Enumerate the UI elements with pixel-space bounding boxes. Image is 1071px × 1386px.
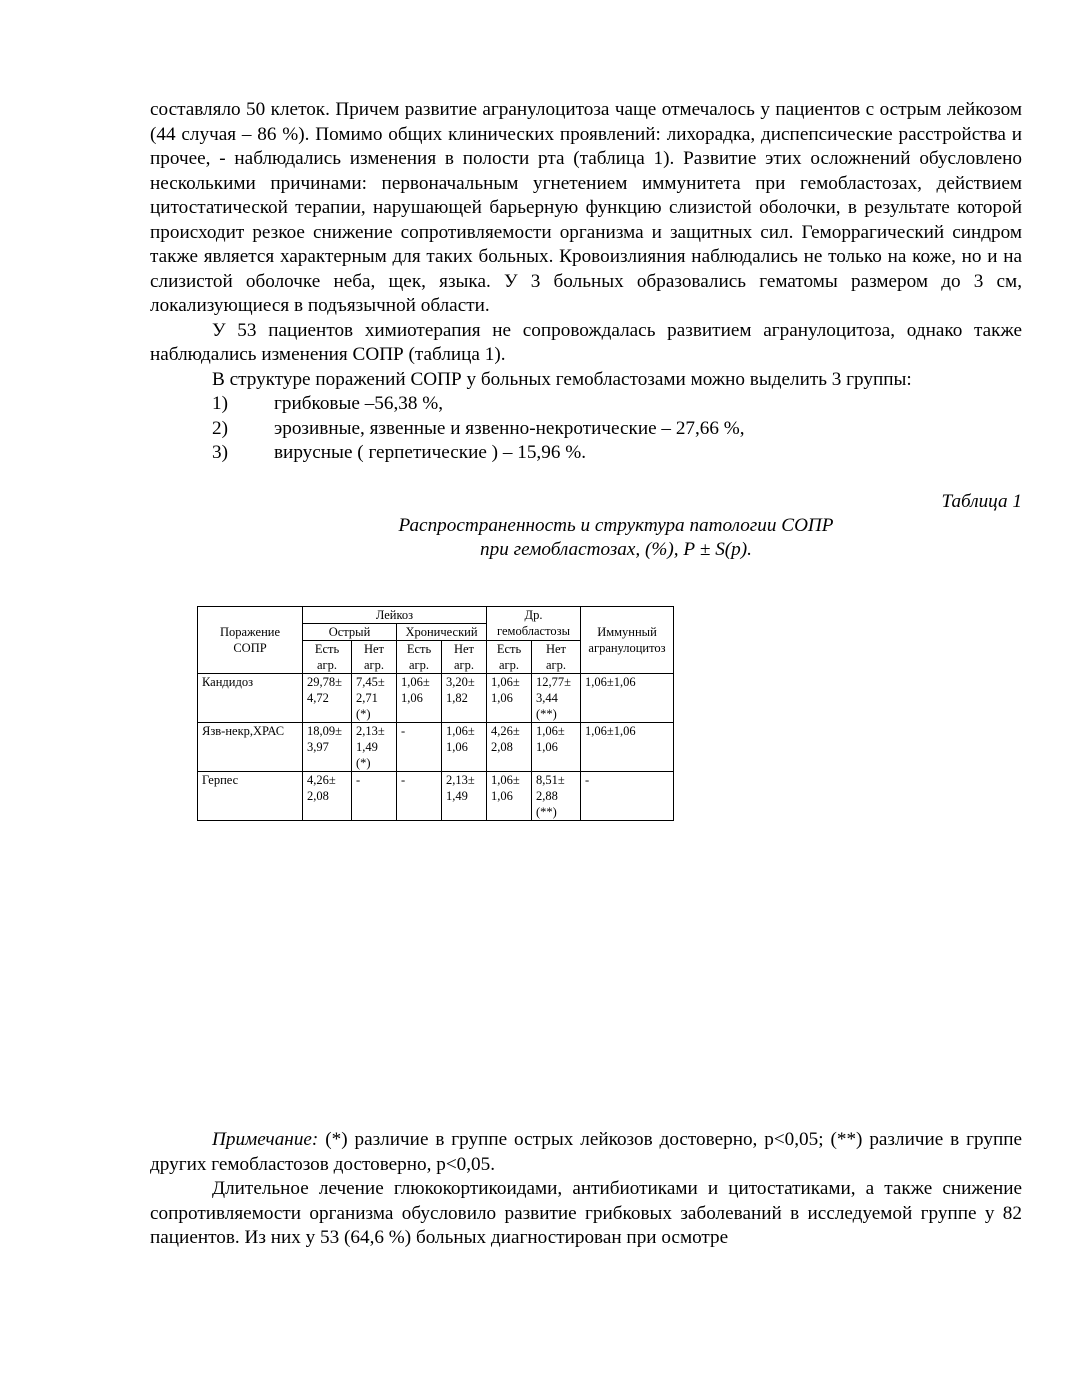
- table-caption-line-1: Распространенность и структура патологии СОПР: [398, 514, 834, 536]
- list-number: 3): [212, 442, 228, 463]
- row-label: Язв-некр,ХРАС: [198, 723, 303, 772]
- list-item: [150, 441, 1022, 466]
- table-caption-line-2: при гемобластозах, (%), Р ± S(p).: [480, 538, 752, 560]
- table-cell: 1,06± 1,06: [487, 674, 532, 723]
- note-text: (*) различие в группе острых лейкозов достоверно, р<0,05; (**) различие в группе других гемобластозов достоверно, р<0,05.: [150, 1129, 1022, 1175]
- table-cell: -: [352, 772, 397, 821]
- table-cell: 7,45± 2,71 (*): [352, 674, 397, 723]
- list-number: 1): [212, 393, 228, 414]
- note-label: Примечание:: [212, 1129, 319, 1150]
- table-note: [150, 1128, 1022, 1177]
- table-number: Таблица 1: [941, 490, 1022, 512]
- header-yes-agr: Есть агр.: [397, 641, 442, 674]
- header-no-agr: Нет агр.: [352, 641, 397, 674]
- row-label: Герпес: [198, 772, 303, 821]
- header-leukoz: Лейкоз: [303, 607, 487, 624]
- table-cell: 18,09± 3,97: [303, 723, 352, 772]
- row-label: Кандидоз: [198, 674, 303, 723]
- header-other-hemoblastoses: Др. гемобластозы: [487, 607, 581, 641]
- header-chronic: Хронический: [397, 624, 487, 641]
- table-cell: 12,77± 3,44 (**): [532, 674, 581, 723]
- table-cell: -: [581, 772, 674, 821]
- document-body: [150, 98, 1022, 562]
- table-cell: 1,06± 1,06: [487, 772, 532, 821]
- table-cell: 1,06± 1,06: [442, 723, 487, 772]
- table-row: [198, 723, 674, 772]
- list-text: эрозивные, язвенные и язвенно-некротические – 27,66 %,: [274, 417, 745, 439]
- list-text: вирусные ( герпетические ) – 15,96 %.: [274, 442, 586, 463]
- table-cell: 1,06± 1,06: [532, 723, 581, 772]
- header-immune-agranulocytosis: Иммунный агранулоцитоз: [581, 607, 674, 674]
- table-cell: 4,26± 2,08: [487, 723, 532, 772]
- list-text: грибковые –56,38 %,: [274, 393, 444, 414]
- header-no-agr: Нет агр.: [532, 641, 581, 674]
- header-acute: Острый: [303, 624, 397, 641]
- header-yes-agr: Есть агр.: [487, 641, 532, 674]
- table-cell: 4,26± 2,08: [303, 772, 352, 821]
- table-cell: 2,13± 1,49 (*): [352, 723, 397, 772]
- table-cell: -: [397, 723, 442, 772]
- list-item: [150, 417, 1022, 442]
- paragraph-3: В структуре поражений СОПР у больных гемобластозами можно выделить 3 группы:: [212, 368, 912, 390]
- notes-section: [150, 1128, 1022, 1251]
- header-yes-agr: Есть агр.: [303, 641, 352, 674]
- data-table: [197, 606, 674, 821]
- paragraph-1: составляло 50 клеток. Причем развитие агранулоцитоза чаще отмечалось у пациентов с острым лейкозом (44 случая – 86 %). Помимо общих клинических проявлений: лихорадка, диспепсические расстройства и прочее, - наблюдались изменения в полости рта (таблица 1). Развитие этих осложнений обусловлено несколькими причинами: первоначальным угнетением иммунитета при гемобластозах, действием цитостатической терапии, нарушающей барьерную функцию слизистой оболочки, в результате которой происходит резкое снижение сопротивляемости организма и защитных сил. Геморрагический синдром также является характерным для таких больных. Кровоизлияния наблюдались не только на коже, но и на слизистой оболочке неба, щек, языка. У 3 больных образовались гематомы размером до 3 см, локализующиеся в подъязычной области.: [150, 99, 1022, 316]
- header-no-agr: Нет агр.: [442, 641, 487, 674]
- list-item: [150, 392, 1022, 417]
- table-row: [198, 674, 674, 723]
- table-header-row: [198, 607, 674, 624]
- table-cell: -: [397, 772, 442, 821]
- table-cell: 8,51± 2,88 (**): [532, 772, 581, 821]
- table-cell: 1,06± 1,06: [397, 674, 442, 723]
- list-number: 2): [212, 417, 228, 439]
- table-cell: 1,06±1,06: [581, 723, 674, 772]
- table-row: [198, 772, 674, 821]
- header-lesion: Поражение СОПР: [198, 607, 303, 674]
- table-cell: 3,20± 1,82: [442, 674, 487, 723]
- table-cell: 1,06±1,06: [581, 674, 674, 723]
- paragraph-2: У 53 пациентов химиотерапия не сопровождалась развитием агранулоцитоза, однако также наблюдались изменения СОПР (таблица 1).: [150, 319, 1022, 365]
- groups-list: [150, 392, 1022, 466]
- table-cell: 29,78± 4,72: [303, 674, 352, 723]
- table-cell: 2,13± 1,49: [442, 772, 487, 821]
- paragraph-4: Длительное лечение глюкокортикоидами, антибиотиками и цитостатиками, а также снижение сопротивляемости организма обусловило развитие грибковых заболеваний в исследуемой группе у 82 пациентов. Из них у 53 (64,6 %) больных диагностирован при осмотре: [150, 1178, 1022, 1248]
